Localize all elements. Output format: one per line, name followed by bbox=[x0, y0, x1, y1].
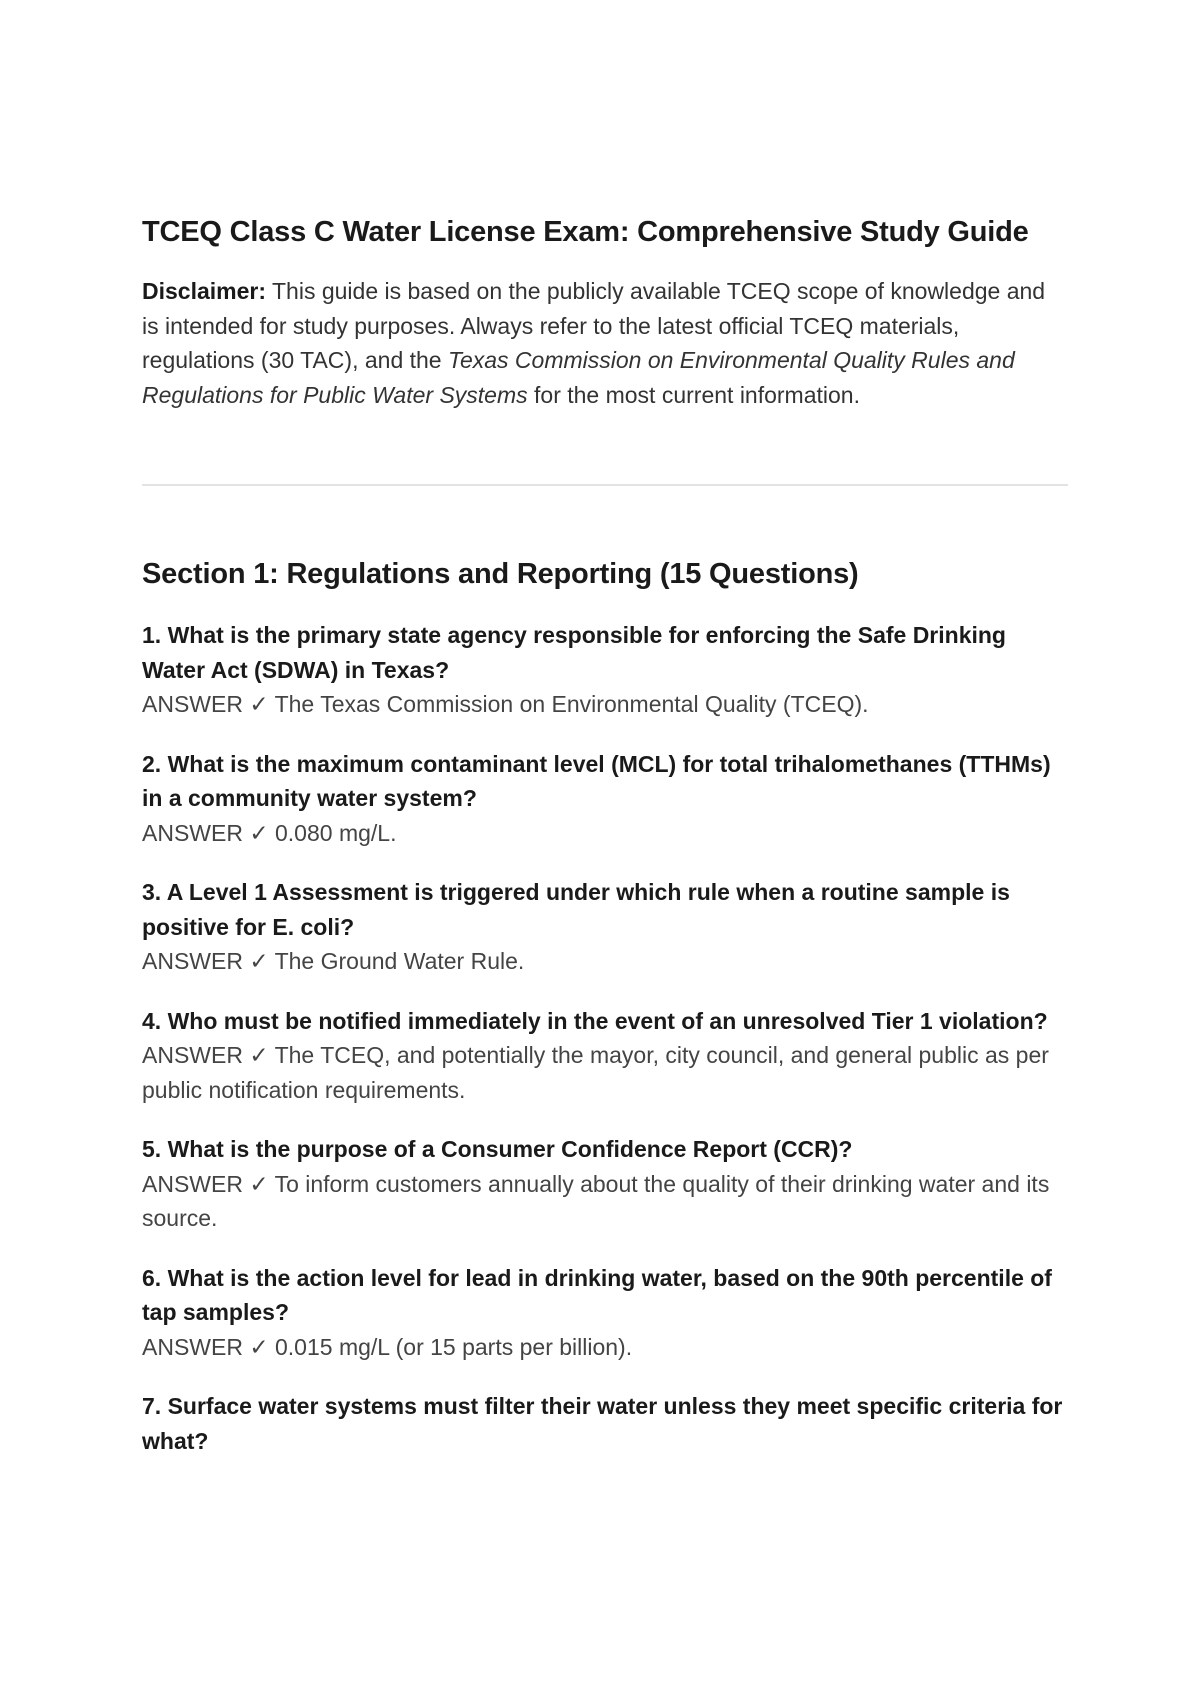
disclaimer-text-1: This guide is based on the publicly available TCEQ scope of knowledge and is intended for study purposes. Always refer to the latest official TCEQ materials, regulations (30 TAC), and the bbox=[142, 278, 1046, 373]
qa-item-3 bbox=[142, 875, 1068, 979]
answer-text: ANSWER ✓ 0.080 mg/L. bbox=[142, 819, 397, 846]
section-divider bbox=[142, 484, 1068, 486]
qa-item-7 bbox=[142, 1389, 1068, 1458]
question-text: 3. A Level 1 Assessment is triggered under which rule when a routine sample is positive for E. coli? bbox=[142, 879, 1010, 940]
question-text: 2. What is the maximum contaminant level (MCL) for total trihalomethanes (TTHMs) in a community water system? bbox=[142, 750, 1051, 811]
question-text: 4. Who must be notified immediately in the event of an unresolved Tier 1 violation? bbox=[142, 1007, 1048, 1034]
disclaimer-paragraph bbox=[142, 274, 1068, 412]
qa-item-4 bbox=[142, 1004, 1068, 1108]
section-title: Section 1: Regulations and Reporting (15 Questions) bbox=[142, 558, 859, 590]
disclaimer-text-2: for the most current information. bbox=[527, 381, 860, 408]
disclaimer-label: Disclaimer: bbox=[142, 278, 267, 304]
answer-text: ANSWER ✓ The TCEQ, and potentially the mayor, city council, and general public as per public notification requirements. bbox=[142, 1042, 1049, 1103]
question-text: 6. What is the action level for lead in drinking water, based on the 90th percentile of tap samples? bbox=[142, 1264, 1052, 1325]
qa-item-1 bbox=[142, 618, 1068, 722]
question-text: 7. Surface water systems must filter their water unless they meet specific criteria for what? bbox=[142, 1393, 1063, 1454]
question-text: 1. What is the primary state agency responsible for enforcing the Safe Drinking Water Act (SDWA) in Texas? bbox=[142, 622, 1006, 683]
question-text: 5. What is the purpose of a Consumer Confidence Report (CCR)? bbox=[142, 1136, 853, 1162]
qa-item-2 bbox=[142, 747, 1068, 851]
document-title: TCEQ Class C Water License Exam: Comprehensive Study Guide bbox=[142, 216, 1029, 248]
answer-text: ANSWER ✓ The Texas Commission on Environmental Quality (TCEQ). bbox=[142, 691, 869, 717]
answer-text: ANSWER ✓ The Ground Water Rule. bbox=[142, 948, 525, 974]
answer-text: ANSWER ✓ 0.015 mg/L (or 15 parts per billion). bbox=[142, 1333, 633, 1360]
qa-item-5 bbox=[142, 1132, 1068, 1236]
disclaimer-italic-title: Texas Commission on Environmental Quality Rules and Regulations for Public Water Systems bbox=[142, 347, 1015, 408]
answer-text: ANSWER ✓ To inform customers annually about the quality of their drinking water and its source. bbox=[142, 1170, 1050, 1231]
qa-item-6 bbox=[142, 1261, 1068, 1365]
document-page bbox=[142, 212, 1068, 1483]
